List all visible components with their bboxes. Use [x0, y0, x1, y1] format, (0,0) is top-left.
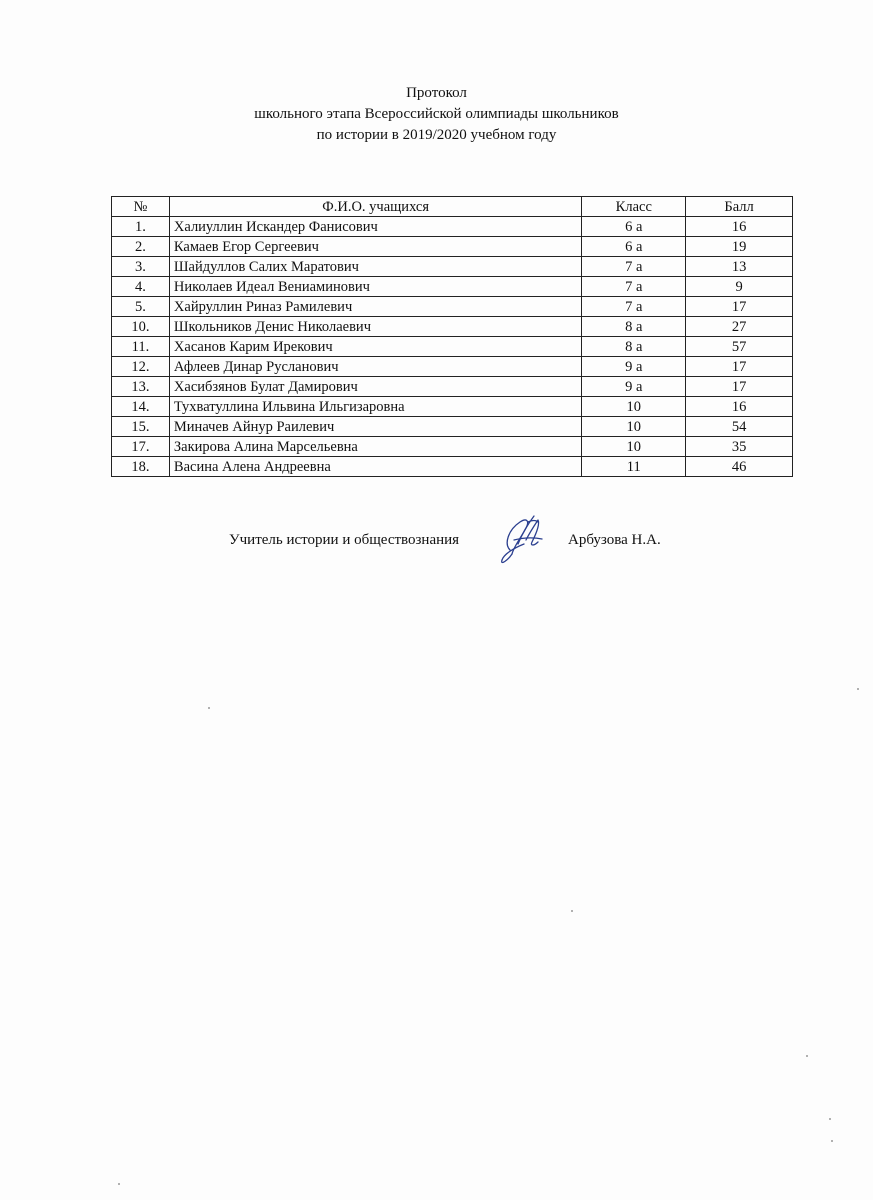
student-class: 6 а — [582, 217, 686, 237]
row-number: 15. — [112, 417, 170, 437]
column-header-score: Балл — [686, 197, 793, 217]
table-row — [112, 217, 793, 237]
row-number: 5. — [112, 297, 170, 317]
column-header-name: Ф.И.О. учащихся — [169, 197, 581, 217]
student-class: 9 а — [582, 357, 686, 377]
table-row — [112, 257, 793, 277]
scan-speck — [831, 1140, 833, 1142]
table-row — [112, 317, 793, 337]
student-score: 57 — [686, 337, 793, 357]
row-number: 2. — [112, 237, 170, 257]
table-body — [112, 217, 793, 477]
student-score: 54 — [686, 417, 793, 437]
student-score: 16 — [686, 397, 793, 417]
table-row — [112, 457, 793, 477]
student-score: 35 — [686, 437, 793, 457]
student-score: 17 — [686, 377, 793, 397]
table-row — [112, 417, 793, 437]
row-number: 12. — [112, 357, 170, 377]
title-line-protocol: Протокол — [406, 85, 467, 101]
student-score: 17 — [686, 357, 793, 377]
student-class: 10 — [582, 437, 686, 457]
student-score: 27 — [686, 317, 793, 337]
row-number: 17. — [112, 437, 170, 457]
student-name: Афлеев Динар Русланович — [169, 357, 581, 377]
student-class: 7 а — [582, 297, 686, 317]
table-row — [112, 277, 793, 297]
student-class: 8 а — [582, 317, 686, 337]
scan-speck — [571, 910, 573, 912]
row-number: 13. — [112, 377, 170, 397]
student-class: 11 — [582, 457, 686, 477]
title-line-stage: школьного этапа Всероссийской олимпиады школьников — [254, 106, 619, 122]
title-line-subject-year: по истории в 2019/2020 учебном году — [316, 127, 557, 143]
student-class: 7 а — [582, 277, 686, 297]
student-name: Закирова Алина Марсельевна — [169, 437, 581, 457]
student-score: 19 — [686, 237, 793, 257]
student-name: Хайруллин Риназ Рамилевич — [169, 297, 581, 317]
row-number: 4. — [112, 277, 170, 297]
student-name: Миначев Айнур Раилевич — [169, 417, 581, 437]
table-row — [112, 357, 793, 377]
document-title — [0, 83, 873, 146]
student-score: 46 — [686, 457, 793, 477]
student-name: Камаев Егор Сергеевич — [169, 237, 581, 257]
scan-speck — [857, 688, 859, 690]
column-header-class: Класс — [582, 197, 686, 217]
student-class: 9 а — [582, 377, 686, 397]
table-row — [112, 437, 793, 457]
scan-speck — [118, 1183, 120, 1185]
student-name: Шайдуллов Салих Маратович — [169, 257, 581, 277]
row-number: 3. — [112, 257, 170, 277]
student-score: 9 — [686, 277, 793, 297]
table-row — [112, 397, 793, 417]
handwritten-signature — [492, 510, 552, 568]
student-class: 6 а — [582, 237, 686, 257]
table-row — [112, 377, 793, 397]
student-score: 13 — [686, 257, 793, 277]
signatory-name: Арбузова Н.А. — [568, 532, 661, 548]
signature-line — [0, 532, 873, 572]
student-name: Школьников Денис Николаевич — [169, 317, 581, 337]
student-class: 10 — [582, 397, 686, 417]
scan-speck — [208, 707, 210, 709]
student-name: Халиуллин Искандер Фанисович — [169, 217, 581, 237]
student-class: 8 а — [582, 337, 686, 357]
row-number: 14. — [112, 397, 170, 417]
signatory-role: Учитель истории и обществознания — [229, 532, 460, 548]
student-score: 17 — [686, 297, 793, 317]
student-name: Васина Алена Андреевна — [169, 457, 581, 477]
scan-speck — [806, 1055, 808, 1057]
row-number: 18. — [112, 457, 170, 477]
student-name: Хасибзянов Булат Дамирович — [169, 377, 581, 397]
table-row — [112, 237, 793, 257]
row-number: 11. — [112, 337, 170, 357]
student-class: 10 — [582, 417, 686, 437]
table-row — [112, 297, 793, 317]
results-table — [111, 196, 793, 477]
table-row — [112, 337, 793, 357]
column-header-number: № — [112, 197, 170, 217]
scan-speck — [829, 1118, 831, 1120]
table-header-row — [112, 197, 793, 217]
student-score: 16 — [686, 217, 793, 237]
student-class: 7 а — [582, 257, 686, 277]
student-name: Хасанов Карим Ирекович — [169, 337, 581, 357]
row-number: 10. — [112, 317, 170, 337]
student-name: Николаев Идеал Вениаминович — [169, 277, 581, 297]
student-name: Тухватуллина Ильвина Ильгизаровна — [169, 397, 581, 417]
row-number: 1. — [112, 217, 170, 237]
